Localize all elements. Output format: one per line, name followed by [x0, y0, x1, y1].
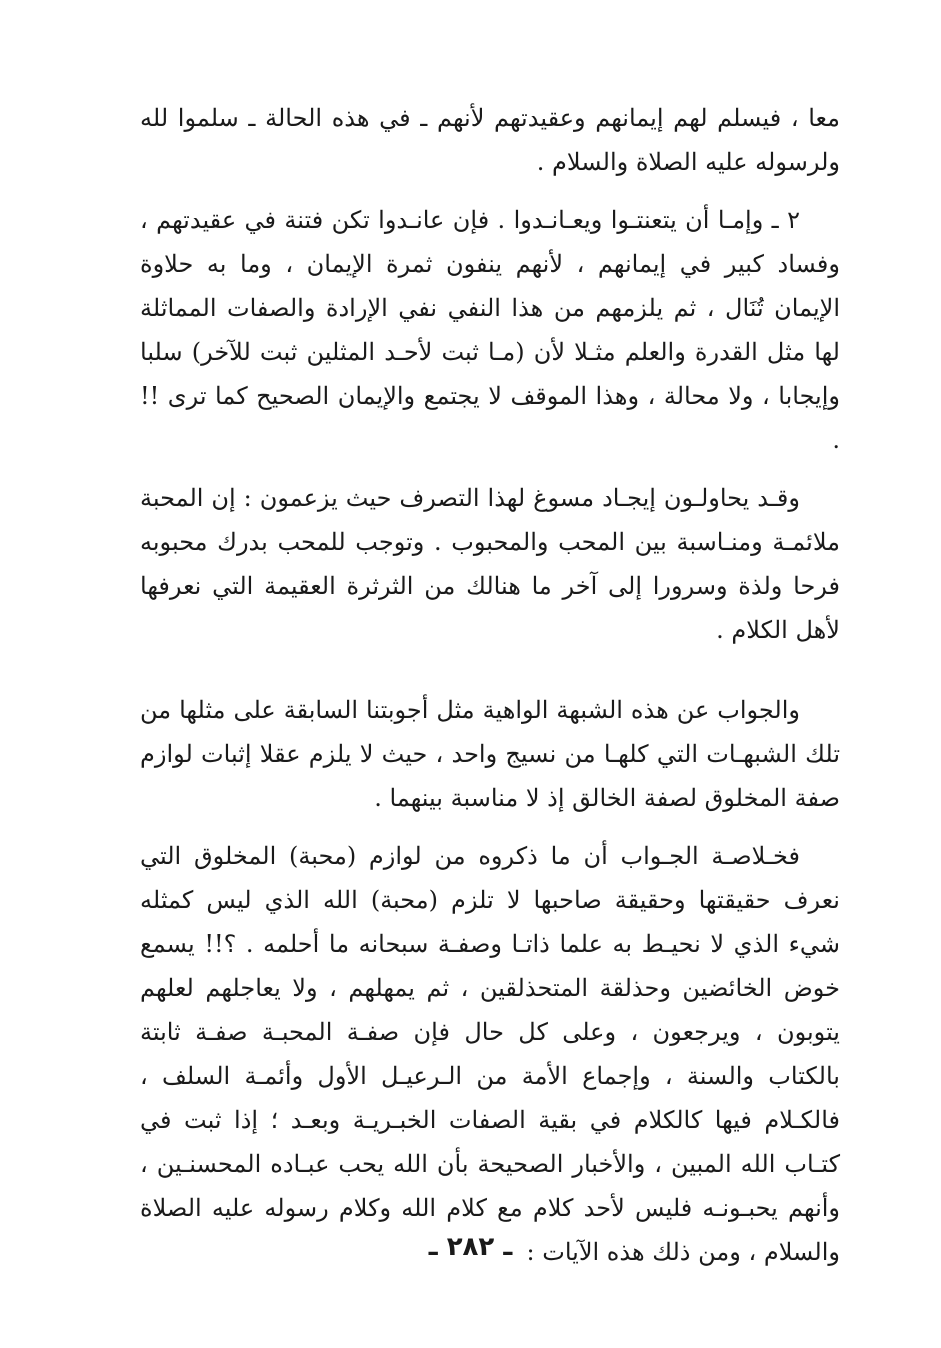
page-number: ـ ٢٨٢ ـ	[428, 1232, 513, 1262]
paragraph-answer: والجواب عن هذه الشبهة الواهية مثل أجوبتنا السابقة على مثلها من تلك الشبهـات التي كلهـا من نسيج واحد ، حيث لا يلزم عقلا إثبات لوازم صفة المخلوق لصفة الخالق إذ لا مناسبة بينهما .	[140, 696, 840, 812]
paragraph-continuation: معا ، فيسلم لهم إيمانهم وعقيدتهم لأنهم ـ في هذه الحالة ـ سلموا لله ولرسوله عليه الصلاة والسلام .	[140, 104, 840, 176]
paragraph-summary: فخـلاصـة الجـواب أن ما ذكروه من لوازم (محبة) المخلوق التي نعرف حقيقتها وحقيقة صاحبها لا تلزم (محبة) الله الذي ليس كمثله شيء الذي لا نحيـط به علما ذاتـا وصفـة سبحانه ما أحلمه . ؟!! يسمع خوض الخائضين وحذلقة المتحذلقين ، ثم يمهلهم ، ولا يعاجلهم لعلهم يتوبون ، ويرجعون ، وعلى كل حال فإن صفـة المحبـة صفـة ثابتة بالكتاب والسنة ، وإجماع الأمة من الـرعيـل الأول وأئمـة السلف ، فالكـلام فيها كالكلام في بقية الصفات الخبـريـة وبعـد ؛ إذا ثبت في كتـاب الله المبين ، والأخبار الصحيحة بأن الله يحب عبـاده المحسنـين ، وأنهم يحبـونـه فليس لأحد كلام مع كلام الله وكلام رسوله عليه الصلاة والسلام ، ومن ذلك هذه الآيات :	[140, 842, 840, 1266]
page-body	[140, 96, 840, 1274]
paragraph-objection: وقـد يحاولـون إيجـاد مسوغ لهذا التصرف حيث يزعمون : إن المحبة ملائمـة ومنـاسبة بين المحب والمحبوب . وتوجب للمحب بدرك محبوبه فرحا ولذة وسرورا إلى آخر ما هنالك من الثرثرة العقيمة التي نعرفها لأهل الكلام .	[140, 484, 840, 644]
paragraph-point-2: ٢ ـ وإمـا أن يتعنتـوا ويعـانـدوا . فإن عانـدوا تكن فتنة في عقيدتهم ، وفساد كبير في إيمانهم ، لأنهم ينفون ثمرة الإيمان ، وما به حلاوة الإيمان تُنَال ، ثم يلزمهم من هذا النفي نفي الإرادة والصفات المماثلة لها مثل القدرة والعلم مثـلا لأن (مـا ثبت لأحـد المثلين ثبت للآخر) سلبا وإيجابا ، ولا محالة ، وهذا الموقف لا يجتمع والإيمان الصحيح كما ترى !! .	[140, 206, 841, 454]
